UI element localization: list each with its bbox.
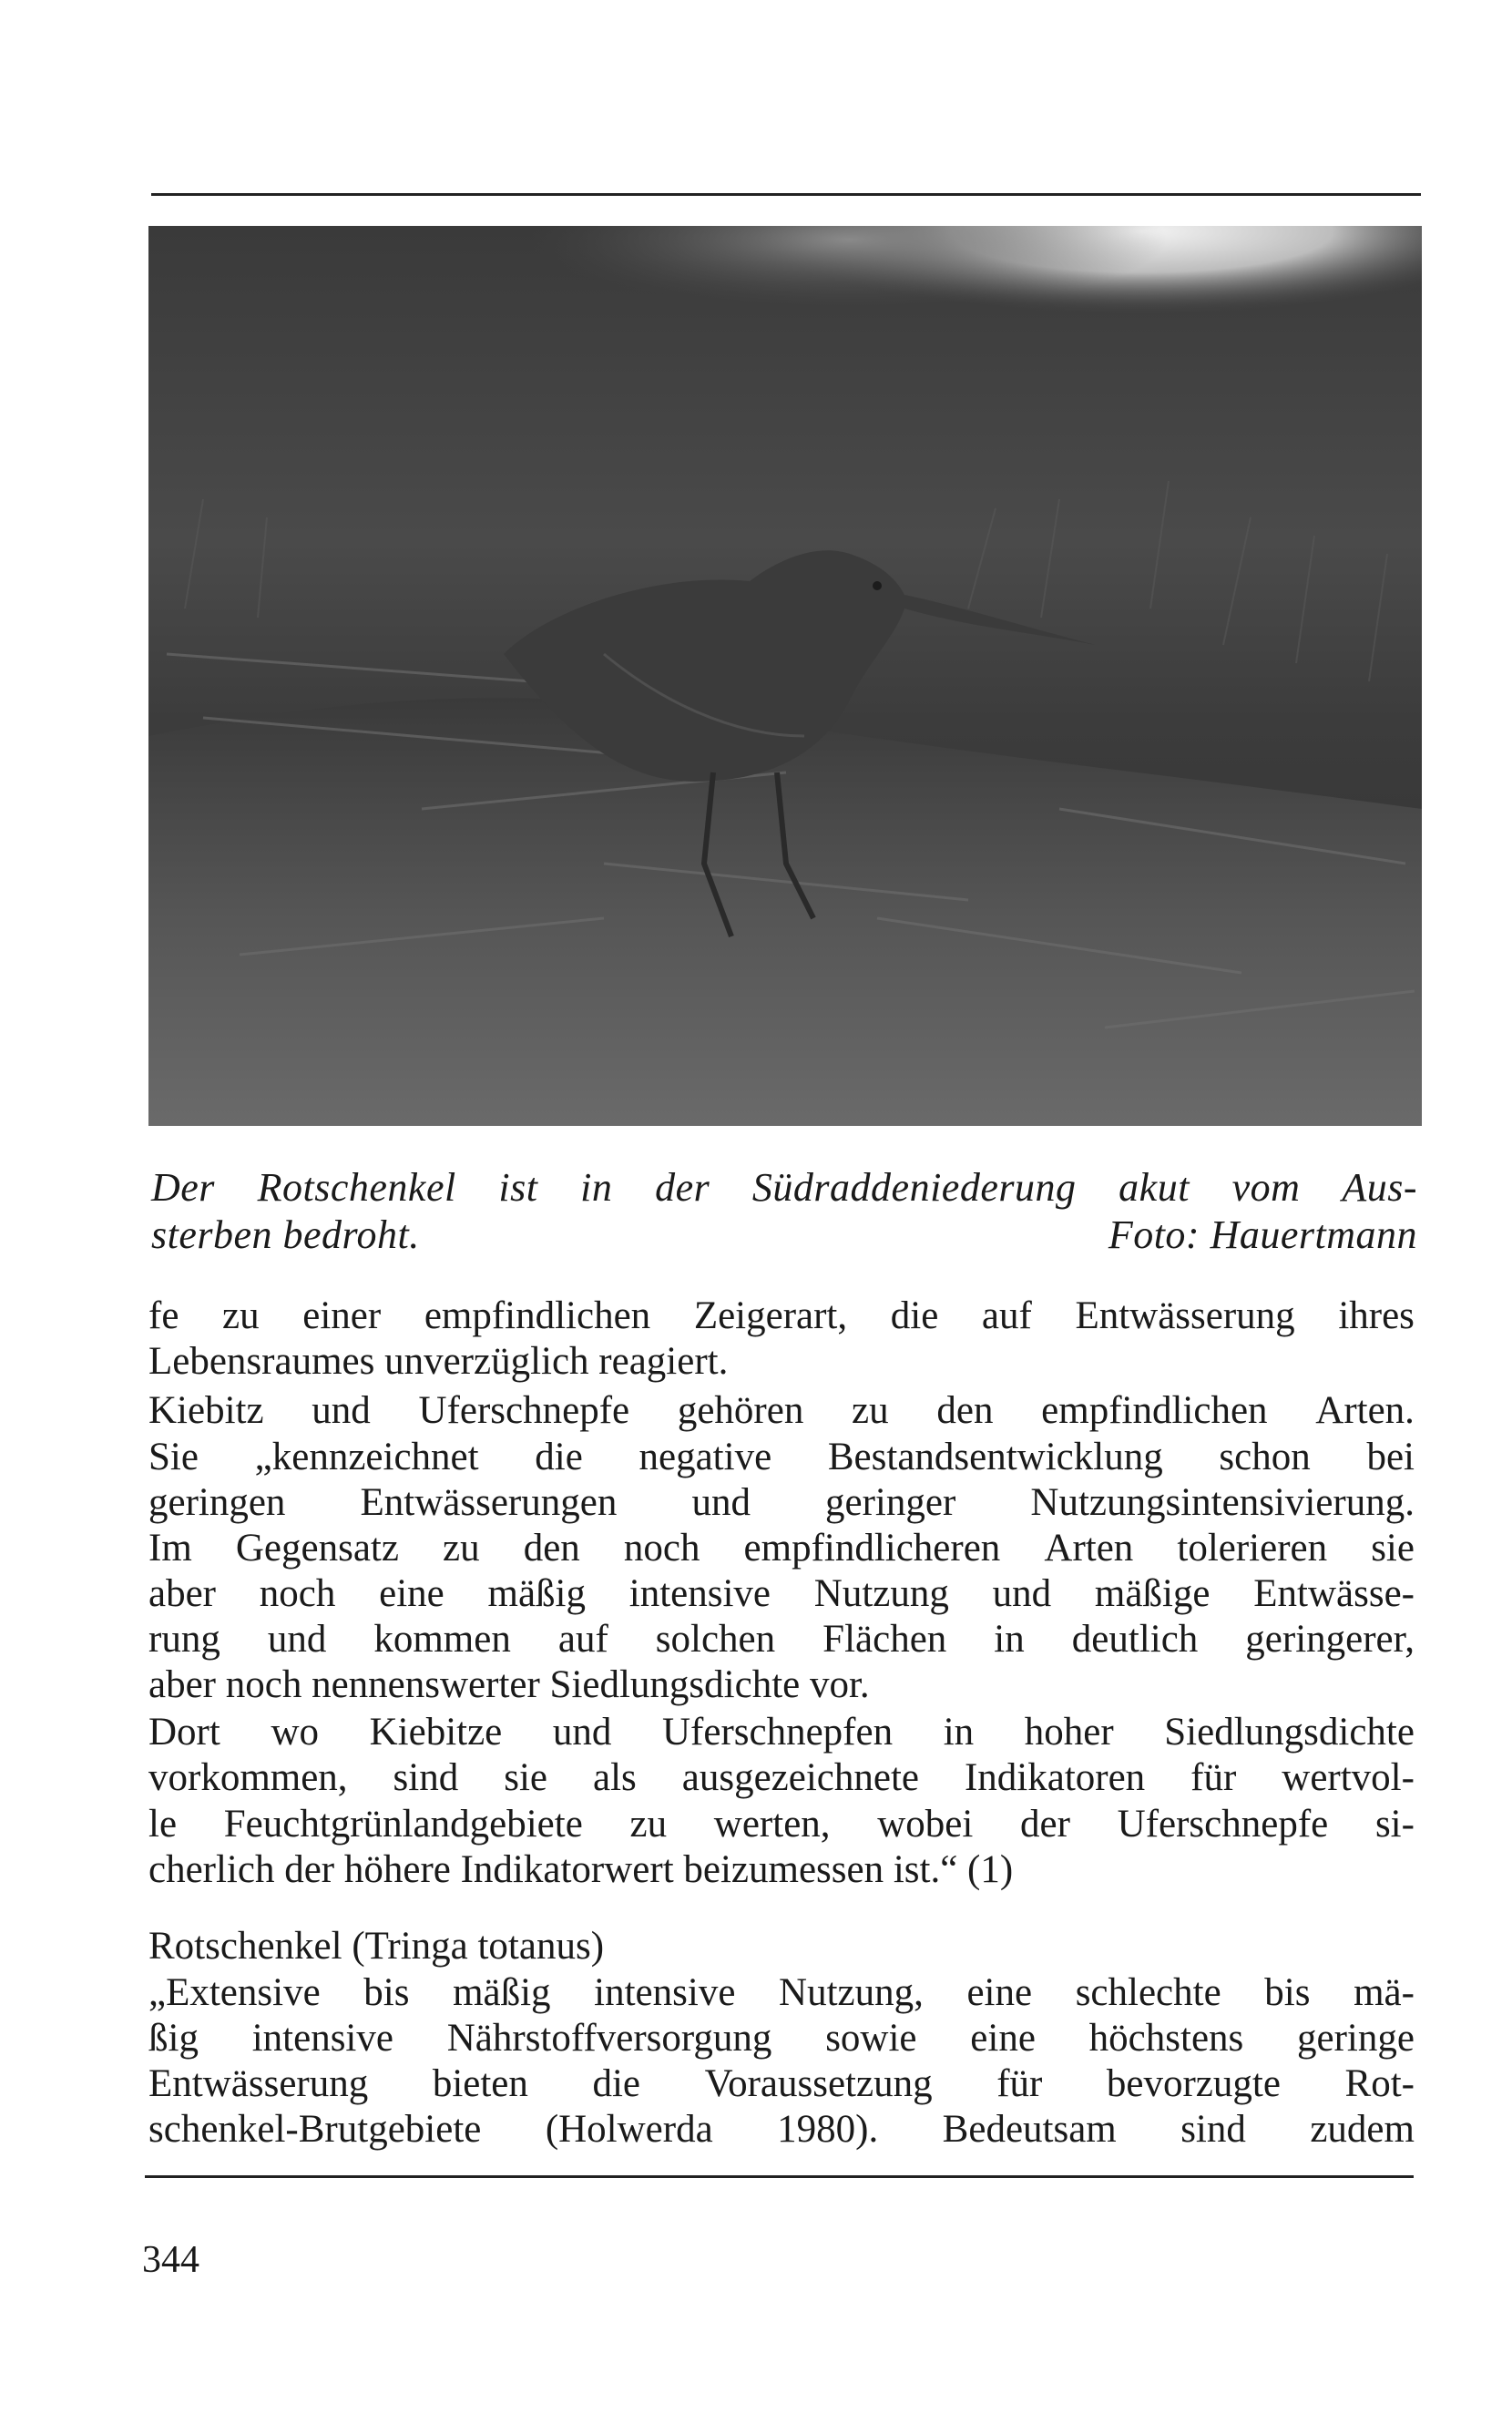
word: bis: [1264, 1971, 1311, 2014]
word: empfindlichen: [424, 1294, 651, 1337]
word: Voraussetzung: [704, 2062, 933, 2105]
word: Bestandsentwicklung: [827, 1436, 1163, 1478]
word: (Holwerda: [545, 2108, 713, 2151]
word: den: [936, 1389, 994, 1432]
body-line: [148, 1755, 1415, 1801]
caption-line-1: [151, 1164, 1417, 1212]
word: wo: [271, 1711, 319, 1754]
word: wertvol-: [1282, 1756, 1415, 1799]
word: Flächen: [822, 1618, 947, 1661]
word: Entwässerung: [1075, 1294, 1295, 1337]
word: Gegensatz: [235, 1527, 399, 1570]
caption-text-1: Der Rotschenkel ist in der Südraddeniederung akut vom Aus-: [151, 1165, 1417, 1210]
word: geringer: [825, 1481, 956, 1524]
word: Kiebitz: [148, 1389, 264, 1432]
word: bei: [1366, 1436, 1415, 1478]
body-line: Rotschenkel (Tringa totanus): [148, 1925, 605, 1968]
word: ausgezeichnete: [681, 1756, 919, 1799]
body-line: [148, 1480, 1415, 1526]
word: mä-: [1354, 1971, 1415, 2014]
word: rung: [148, 1618, 220, 1661]
bird-photo: [148, 226, 1422, 1126]
word: in: [943, 1711, 975, 1754]
word: Entwässerungen: [360, 1481, 618, 1524]
word: Siedlungsdichte: [1164, 1711, 1415, 1754]
word: Uferschnepfe: [1117, 1803, 1329, 1846]
word: empfindlichen: [1041, 1389, 1268, 1432]
word: und: [552, 1711, 612, 1754]
word: und: [267, 1618, 327, 1661]
word: schenkel-Brutgebiete: [148, 2108, 482, 2151]
word: und: [691, 1481, 751, 1524]
word: bis: [363, 1971, 410, 2014]
word: Dort: [148, 1711, 220, 1754]
word: geringen: [148, 1481, 286, 1524]
body-line: [148, 1710, 1415, 1755]
word: zu: [222, 1294, 260, 1337]
word: vorkommen,: [148, 1756, 348, 1799]
word: aber: [148, 1572, 216, 1615]
word: die: [890, 1294, 939, 1337]
body-line: [148, 1571, 1415, 1617]
word: in: [994, 1618, 1025, 1661]
word: der: [1020, 1803, 1070, 1846]
word: Uferschnepfen: [661, 1711, 894, 1754]
word: zu: [629, 1803, 668, 1846]
body-line: [148, 2016, 1415, 2061]
photo-credit: Foto: Hauertmann: [1108, 1212, 1417, 1257]
word: sind: [393, 1756, 459, 1799]
word: sie: [504, 1756, 547, 1799]
body-line: [148, 1526, 1415, 1571]
page-number: 344: [142, 2239, 199, 2281]
word: le: [148, 1803, 178, 1846]
word: Im: [148, 1527, 192, 1570]
word: und: [312, 1389, 371, 1432]
word: Nährstoffversorgung: [446, 2017, 772, 2060]
word: 1980).: [777, 2108, 879, 2151]
body-line: aber noch nennenswerter Siedlungsdichte vor.: [148, 1663, 870, 1706]
word: mäßig: [453, 1971, 551, 2014]
word: schlechte: [1075, 1971, 1221, 2014]
word: zu: [852, 1389, 889, 1432]
word: empfindlicheren: [743, 1527, 1001, 1570]
word: werten,: [713, 1803, 831, 1846]
word: Entwässe-: [1253, 1572, 1415, 1615]
word: Nutzung,: [779, 1971, 924, 2014]
word: Arten.: [1315, 1389, 1415, 1432]
word: eine: [966, 1971, 1033, 2014]
word: wobei: [877, 1803, 974, 1846]
word: kommen: [373, 1618, 511, 1661]
body-line: [148, 1617, 1415, 1662]
body-line: [148, 2107, 1415, 2153]
word: als: [592, 1756, 637, 1799]
word: gehören: [677, 1389, 804, 1432]
word: solchen: [655, 1618, 776, 1661]
word: zu: [443, 1527, 480, 1570]
word: eine: [379, 1572, 444, 1615]
word: deutlich: [1071, 1618, 1199, 1661]
redshank-photo-icon: [148, 226, 1422, 1126]
word: auf: [981, 1294, 1032, 1337]
word: einer: [302, 1294, 382, 1337]
word: bevorzugte: [1106, 2062, 1281, 2105]
word: noch: [623, 1527, 700, 1570]
body-line: [148, 2061, 1415, 2107]
word: Entwässerung: [148, 2062, 369, 2105]
word: hoher: [1024, 1711, 1114, 1754]
word: tolerieren: [1177, 1527, 1328, 1570]
word: intensive: [594, 1971, 736, 2014]
word: für: [1190, 1756, 1237, 1799]
word: intensive: [628, 1572, 771, 1615]
body-line: Lebensraumes unverzüglich reagiert.: [148, 1340, 729, 1383]
word: mäßig: [487, 1572, 586, 1615]
body-line: [148, 1294, 1415, 1339]
word: Kiebitze: [369, 1711, 503, 1754]
word: Zeigerart,: [693, 1294, 848, 1337]
word: sie: [1371, 1527, 1415, 1570]
word: Feuchtgrünlandgebiete: [223, 1803, 583, 1846]
word: bieten: [432, 2062, 528, 2105]
word: ßig: [148, 2017, 199, 2060]
body-line: [148, 1435, 1415, 1480]
body-line: [148, 1802, 1415, 1847]
word: ihres: [1338, 1294, 1415, 1337]
word: Rot-: [1344, 2062, 1415, 2105]
word: geringe: [1297, 2017, 1415, 2060]
word: und: [992, 1572, 1052, 1615]
word: negative: [639, 1436, 772, 1478]
word: Indikatoren: [964, 1756, 1146, 1799]
caption-line-2: [151, 1212, 1417, 1259]
word: geringerer,: [1245, 1618, 1415, 1661]
word: noch: [259, 1572, 336, 1615]
body-line: cherlich der höhere Indikatorwert beizumessen ist.“ (1): [148, 1848, 1014, 1891]
word: fe: [148, 1294, 179, 1337]
word: si-: [1374, 1803, 1415, 1846]
word: höchstens: [1088, 2017, 1244, 2060]
word: mäßige: [1094, 1572, 1211, 1615]
word: sowie: [825, 2017, 917, 2060]
word: „kennzeichnet: [254, 1436, 479, 1478]
word: Nutzungsintensivierung.: [1030, 1481, 1415, 1524]
word: Nutzung: [813, 1572, 949, 1615]
word: Uferschnepfe: [418, 1389, 630, 1432]
word: schon: [1219, 1436, 1311, 1478]
bottom-rule: [145, 2175, 1414, 2178]
word: „Extensive: [148, 1971, 321, 2014]
body-line: [148, 1388, 1415, 1434]
word: auf: [557, 1618, 608, 1661]
word: intensive: [251, 2017, 393, 2060]
word: den: [523, 1527, 580, 1570]
word: zudem: [1310, 2108, 1415, 2151]
word: für: [996, 2062, 1043, 2105]
word: die: [535, 1436, 583, 1478]
top-rule: [151, 193, 1421, 196]
word: sind: [1180, 2108, 1246, 2151]
word: eine: [970, 2017, 1036, 2060]
body-line: [148, 1970, 1415, 2016]
word: Sie: [148, 1436, 199, 1478]
word: die: [592, 2062, 641, 2105]
caption-text-2: sterben bedroht.: [151, 1212, 420, 1257]
word: Arten: [1044, 1527, 1134, 1570]
word: Bedeutsam: [942, 2108, 1117, 2151]
